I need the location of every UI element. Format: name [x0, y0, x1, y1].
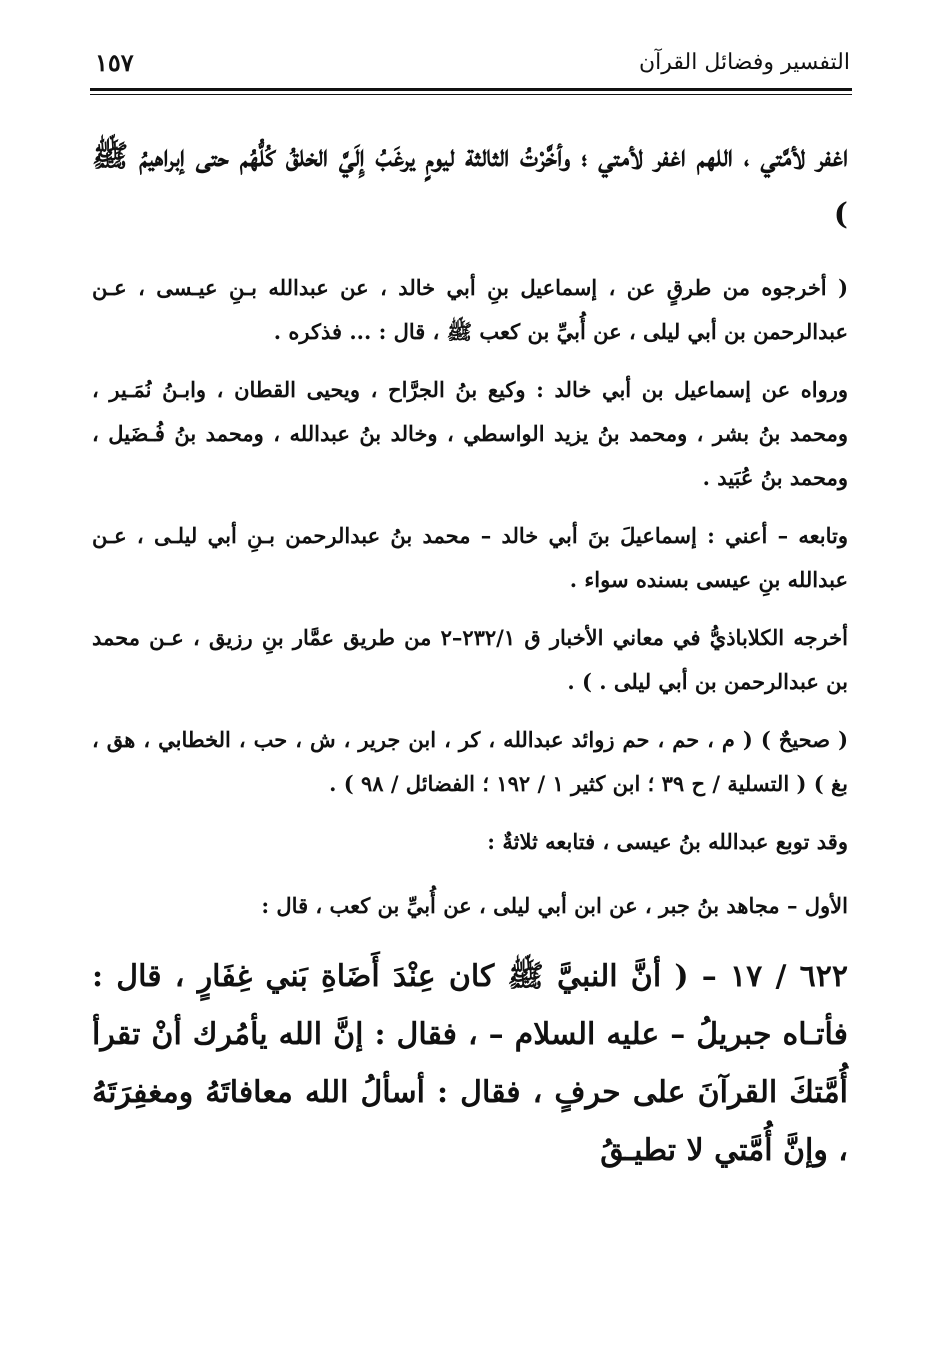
page-body	[92, 128, 848, 1202]
narrators-paragraph: ورواه عن إسماعيل بن أبي خالد : وكيع بنُ الجرَّاح ، ويحيى القطان ، وابـنُ نُمَـير ، ومحمد بنُ بشر ، ومحمد بنُ يزيد الواسطي ، وخالد بنُ عبدالله ، ومحمد بنُ فُـضَيل ، ومحمد بنُ عُبَيد .	[92, 377, 848, 490]
header-rule-thick	[90, 88, 852, 91]
page-number: ١٥٧	[95, 48, 134, 77]
takhrij-paragraph: ( أخرجوه من طرقٍ عن ، إسماعيل بنِ أبي خالد ، عن عبدالله بـنِ عيـسى ، عـن عبدالرحمن بن أبي ليلى ، عن أُبيِّ بن كعب ﷺ ، قال : ... فذكره .	[92, 275, 848, 344]
page-header	[95, 46, 850, 86]
hadith-622: ٦٢٢ / ١٧ – ( أنَّ النبيَّ ﷺ كان عِنْدَ أَضَاةِ بَني غِفَارٍ ، قال : فأتـاه جبريلُ – عليه السلام – ، فقال : إنَّ الله يأمُرك أنْ تقرأ أُمَّتكَ القرآنَ على حرفٍ ، فقال : أسألُ الله معافاتَهُ ومغفِرَتَهُ ، وإنَّ أُمَّتي لا تطيـقُ	[92, 959, 848, 1168]
kalabadhi-paragraph: أخرجه الكلاباذيُّ في معاني الأخبار ق ٢٣٢/١–٢ من طريق عمَّار بنِ رزيق ، عـن محمد بن عبدالرحمن بن أبي ليلى . ) .	[92, 625, 848, 694]
header-rule-thin	[90, 94, 852, 95]
mutaba-paragraph: وتابعه – أعني : إسماعيلَ بنَ أبي خالد – محمد بنُ عبدالرحمن بـنِ أبي ليلـى ، عـن عبدالله بنِ عيسى بسنده سواء .	[92, 523, 848, 592]
grading-paragraph: ( صحيحٌ ) ( م ، حم ، حم زوائد عبدالله ، كر ، ابن جرير ، ش ، حب ، الخطابي ، هق ، بغ ) ( التسلية / ح ٣٩ ؛ ابن كثير ١ / ١٩٢ ؛ الفضائل / ٩٨ ) .	[92, 727, 848, 796]
followers-intro: وقد توبع عبدالله بنُ عيسى ، فتابعه ثلاثةٌ :	[487, 829, 848, 854]
first-follower: الأول – مجاهد بنُ جبر ، عن ابن أبي ليلى ، عن أُبيِّ بن كعب ، قال :	[261, 893, 848, 918]
hadith-text-continuation: اغفر لأمَّتي ، اللهم اغفر لأمتي ؛ وأخَّرْتُ الثالثة ليومٍ يرغَبُ إِلَيَّ الخلقُ كُلُّهُم حتى إبراهيمُ ﷺ )	[92, 139, 848, 232]
running-title: التفسير وفضائل القرآن	[638, 50, 850, 75]
